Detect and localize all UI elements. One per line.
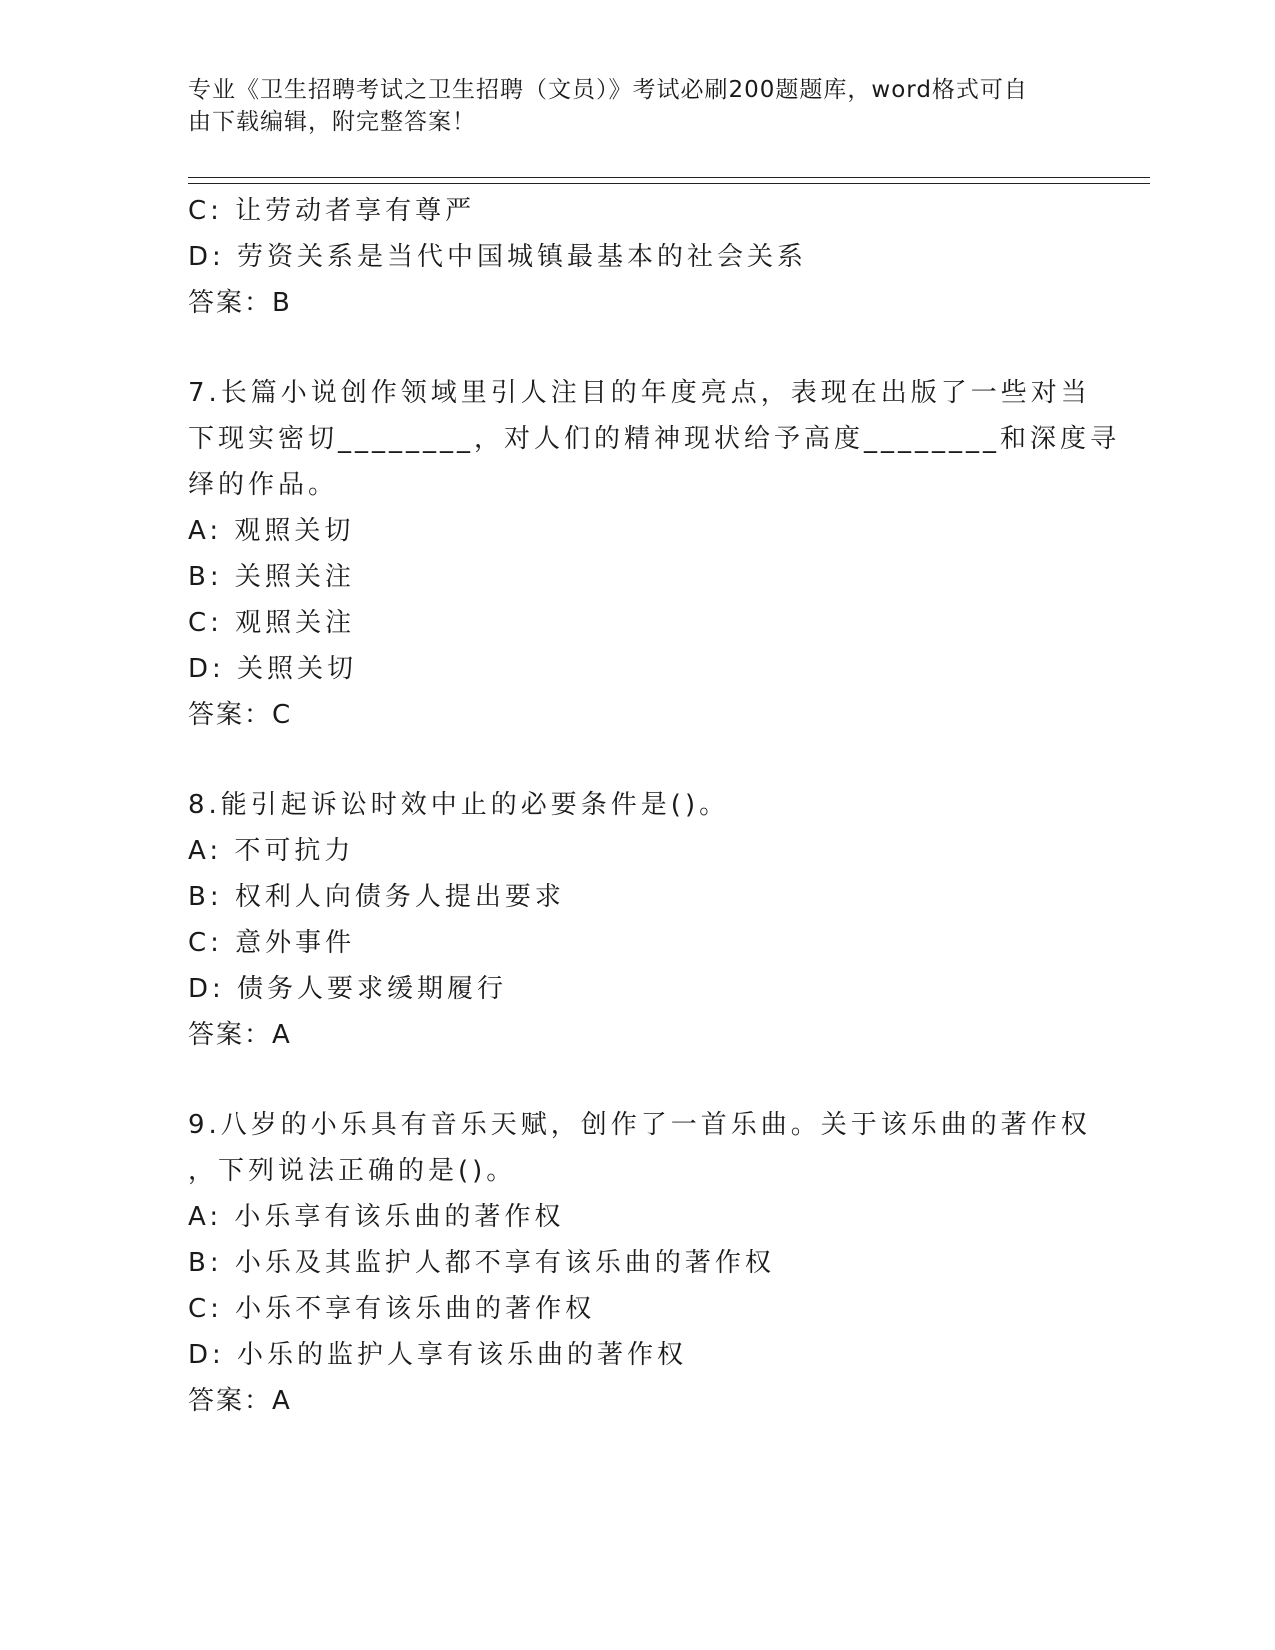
spacer bbox=[188, 1058, 1088, 1102]
spacer bbox=[188, 326, 1088, 370]
question-7 bbox=[188, 370, 1121, 738]
option-a: A: 不可抗力 bbox=[188, 836, 355, 866]
option-b: B: 关照关注 bbox=[188, 562, 355, 592]
option-d: D: 关照关切 bbox=[188, 654, 358, 684]
option-d: D: 债务人要求缓期履行 bbox=[188, 974, 508, 1004]
option-b: B: 权利人向债务人提出要求 bbox=[188, 882, 565, 912]
spacer bbox=[188, 738, 1088, 782]
answer-line: 答案：C bbox=[188, 700, 293, 730]
option-a: A: 小乐享有该乐曲的著作权 bbox=[188, 1202, 565, 1232]
answer-line: 答案：A bbox=[188, 1386, 292, 1416]
question-text-line: 9.八岁的小乐具有音乐天赋，创作了一首乐曲。关于该乐曲的著作权 bbox=[188, 1110, 1091, 1140]
answer-line: 答案：B bbox=[188, 288, 292, 318]
header-divider-top bbox=[188, 177, 1150, 178]
question-9 bbox=[188, 1102, 1091, 1424]
header-line-1: 专业《卫生招聘考试之卫生招聘（文员）》考试必刷200题题库，word格式可自 bbox=[188, 77, 1028, 103]
option-d: D: 小乐的监护人享有该乐曲的著作权 bbox=[188, 1340, 688, 1370]
header-divider-bottom bbox=[188, 183, 1150, 184]
answer-line: 答案：A bbox=[188, 1020, 292, 1050]
question-content bbox=[188, 188, 1121, 1424]
option-d: D: 劳资关系是当代中国城镇最基本的社会关系 bbox=[188, 242, 808, 272]
option-c: C: 让劳动者享有尊严 bbox=[188, 196, 476, 226]
question-text-line: 下现实密切________，对人们的精神现状给予高度________和深度寻 bbox=[188, 424, 1121, 454]
option-c: C: 意外事件 bbox=[188, 928, 356, 958]
option-b: B: 小乐及其监护人都不享有该乐曲的著作权 bbox=[188, 1248, 775, 1278]
option-c: C: 观照关注 bbox=[188, 608, 356, 638]
option-c: C: 小乐不享有该乐曲的著作权 bbox=[188, 1294, 596, 1324]
question-8 bbox=[188, 782, 1088, 1058]
question-text-line: 7.长篇小说创作领域里引人注目的年度亮点，表现在出版了一些对当 bbox=[188, 378, 1091, 408]
question-text-line: 绎的作品。 bbox=[188, 470, 339, 500]
document-header bbox=[188, 74, 1078, 138]
question-text-line: ，下列说法正确的是()。 bbox=[188, 1156, 517, 1186]
question-text-line: 8.能引起诉讼时效中止的必要条件是()。 bbox=[188, 790, 730, 820]
option-a: A: 观照关切 bbox=[188, 516, 355, 546]
prev-question-block bbox=[188, 188, 1088, 326]
header-line-2: 由下载编辑，附完整答案！ bbox=[188, 109, 476, 135]
